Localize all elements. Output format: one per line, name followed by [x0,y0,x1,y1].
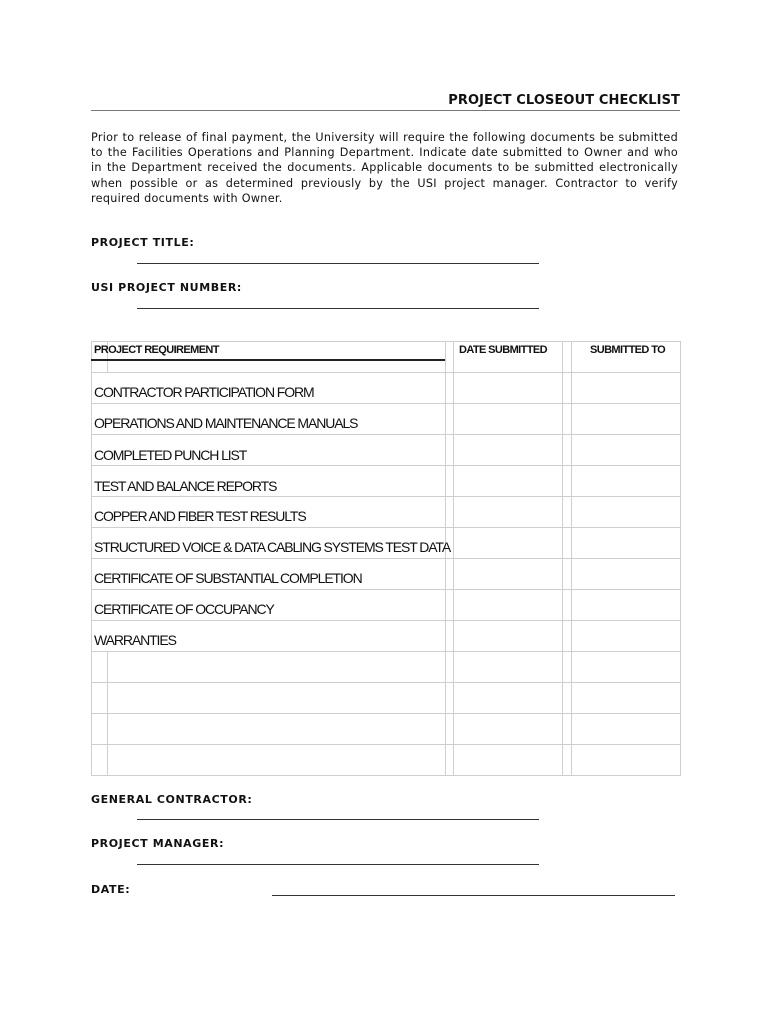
usi-project-number-label: USI PROJECT NUMBER: [91,281,242,294]
row-line [91,558,681,559]
table-row-label: CERTIFICATE OF SUBSTANTIAL COMPLETION [94,570,362,586]
page-title: PROJECT CLOSEOUT CHECKLIST [448,93,680,108]
project-title-label: PROJECT TITLE: [91,236,195,249]
intro-paragraph: Prior to release of final payment, the University will require the following documents be submitted to the Facilities Operations and Planning Department. Indicate date submitted to Owner and who in the Department received the documents. Applicable documents to be submitted electronically when possible or as determined previously by the USI project manager. Contractor to verify required documents with Owner. [91,131,678,205]
row-line [91,651,681,652]
project-title-field[interactable] [137,263,539,264]
date-label: DATE: [91,883,131,896]
row-line [91,744,681,745]
general-contractor-field[interactable] [137,819,539,820]
row-line [91,434,681,435]
table-row-label: STRUCTURED VOICE & DATA CABLING SYSTEMS TEST DATA [94,539,451,555]
table-row-label: COMPLETED PUNCH LIST [94,447,247,463]
general-contractor-label: GENERAL CONTRACTOR: [91,793,253,806]
table-row-label: CONTRACTOR PARTICIPATION FORM [94,384,314,400]
table-row-label: OPERATIONS AND MAINTENANCE MANUALS [94,415,358,431]
header-underline [91,359,445,361]
row-line [91,589,681,590]
usi-project-number-field[interactable] [137,308,539,309]
closeout-checklist-table [91,341,681,776]
row-line [91,465,681,466]
header-project-requirement: PROJECT REQUIREMENT [94,344,219,356]
project-manager-field[interactable] [137,864,539,865]
row-line [91,620,681,621]
header-date-submitted: DATE SUBMITTED [459,344,547,356]
row-line [91,527,681,528]
project-manager-label: PROJECT MANAGER: [91,837,225,850]
table-row-label: WARRANTIES [94,632,176,648]
row-line [91,403,681,404]
table-row-label: TEST AND BALANCE REPORTS [94,478,277,494]
row-line [91,682,681,683]
row-line [91,496,681,497]
title-divider [91,110,680,111]
row-line [91,713,681,714]
table-row-label: COPPER AND FIBER TEST RESULTS [94,508,306,524]
table-row-label: CERTIFICATE OF OCCUPANCY [94,601,274,617]
header-submitted-to: SUBMITTED TO [590,344,666,356]
date-field[interactable] [272,895,675,896]
table-top-border [91,341,681,342]
table-bottom-border [91,775,681,776]
row-line [91,372,681,373]
